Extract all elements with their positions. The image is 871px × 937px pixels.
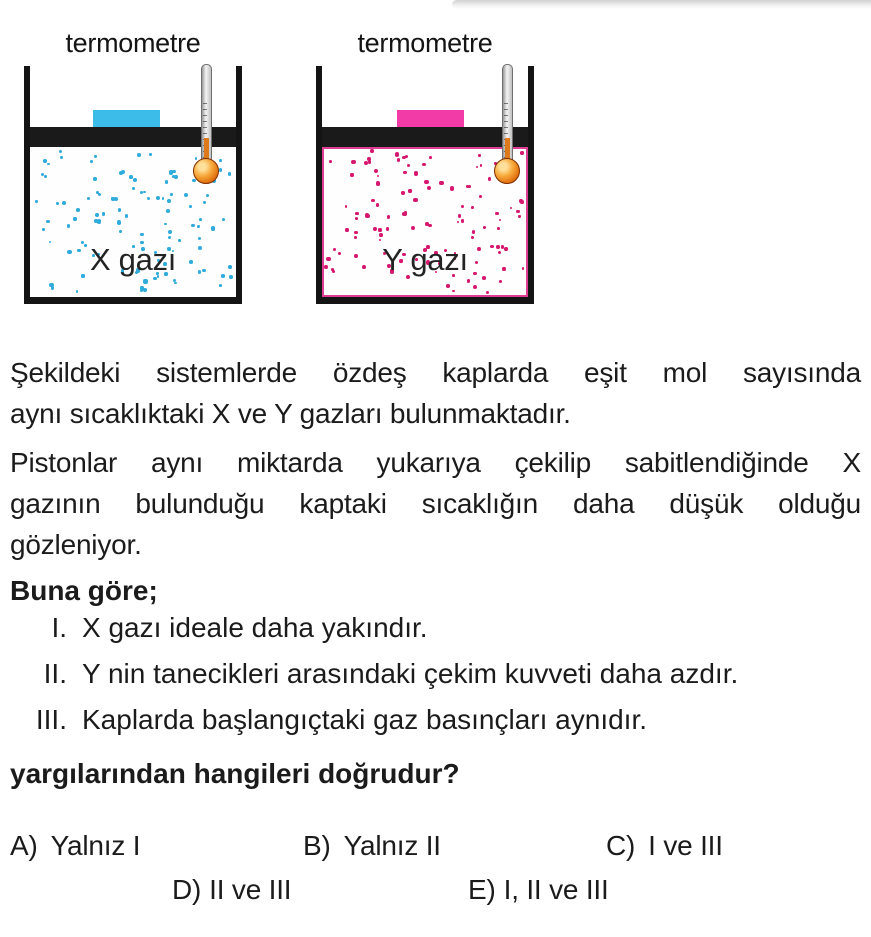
gas-particle [44,175,47,178]
gas-particle [121,170,125,174]
gas-particle [520,200,524,204]
thermometer-bulb-icon [193,158,219,184]
gas-particle [169,170,173,174]
question-paragraph-1 [10,352,861,434]
option-text: I ve III [648,830,723,861]
lead-in-text: Buna göre; [10,575,158,606]
gas-particle [76,208,80,212]
gas-particle [429,156,432,159]
gas-particle [67,224,71,228]
gas-particle [403,171,407,175]
gas-particle [98,193,101,196]
gas-particle [195,157,198,160]
gas-particle [140,233,144,237]
gas-particle [411,226,415,230]
option-text: II ve III [209,874,292,905]
gas-particle [427,186,431,190]
gas-particle [345,205,348,208]
gas-particle [450,186,454,190]
apparatus-x [24,28,242,304]
gas-particle [467,279,470,282]
gas-particle [219,284,222,287]
gas-label-y: Y gazı [382,242,468,277]
gas-particle [497,227,500,230]
vessel-wall [316,297,534,304]
gas-particle [354,231,358,235]
gas-particle [408,189,411,192]
gas-particle [117,220,121,224]
gas-particle [510,207,513,210]
question-line: aynı sıcaklıktaki X ve Y gazları bulunmaktadır. [10,398,571,429]
gas-particle [95,213,99,217]
gas-particle [94,155,97,158]
option-label: C) [606,830,636,861]
gas-particle [379,233,383,237]
gas-particle [452,290,455,293]
gas-particle [42,228,45,231]
gas-particle [228,172,232,176]
gas-particle [446,284,450,288]
gas-particle [102,212,106,216]
gas-particle [111,197,114,200]
option-label: A) [10,830,38,861]
gas-label-x: X gazı [89,242,177,277]
gas-particle [133,178,137,182]
gas-particle [473,285,477,289]
vessel-wall [528,66,534,304]
gas-particle [472,230,476,234]
gas-particle [114,197,118,201]
gas-particle [355,212,358,215]
statement-numeral: II. [43,658,67,689]
gas-particle [377,175,380,178]
gas-particle [476,166,479,169]
gas-particle [62,201,66,205]
gas-particle [90,160,93,163]
gas-particle [370,149,374,153]
gas-particle [374,169,378,173]
gas-particle [56,202,59,205]
option-e[interactable] [468,874,609,906]
gas-particle [165,180,168,183]
gas-particle [364,161,368,165]
vessel-wall [24,66,30,304]
statement-text: Y nin tanecikleri arasındaki çekim kuvveti daha azdır. [82,658,739,689]
gas-particle [166,209,170,213]
gas-particle [414,171,418,175]
statement-list [10,612,861,750]
gas-particle [76,290,79,293]
vessel-wall [236,66,242,304]
vessel-wall [24,297,242,304]
gas-particle [387,215,391,219]
gas-particle [424,180,428,184]
gas-particle [461,219,464,222]
gas-particle [51,286,55,290]
statement-text: Kaplarda başlangıçtaki gaz basınçları aynıdır. [82,704,648,735]
gas-particle [461,205,464,208]
apparatus-y [316,28,534,304]
gas-particle [378,228,381,231]
gas-particle [376,181,380,185]
option-text: Yalnız I [50,830,141,861]
gas-particle [365,213,369,217]
option-text: I, II ve III [503,874,609,905]
statement-numeral: I. [51,612,67,643]
gas-particle [87,197,90,200]
option-label: D) [172,874,202,905]
gas-particle [149,153,152,156]
gas-particle [488,177,492,181]
gas-particle [93,177,97,181]
thermometer-label-y: termometre [357,28,493,58]
gas-particle [140,286,144,290]
gas-particle [59,150,62,153]
gas-particle [351,160,355,164]
gas-particle [478,154,481,157]
statement-text: X gazı ideale daha yakındır. [82,612,428,643]
gas-particle [219,168,222,171]
gas-particle [118,208,121,211]
gas-particle [129,175,133,179]
gas-particle [439,181,443,185]
gas-particle [422,163,425,166]
thermometer-bulb-icon [494,158,520,184]
gas-particle [395,152,399,156]
statement-numeral: III. [35,704,67,735]
gas-particle [189,205,192,208]
gas-particle [518,215,521,218]
gas-particle [206,194,209,197]
gas-particle [184,193,188,197]
gas-particle [162,197,165,200]
gas-particle [132,187,135,190]
statement-item-3 [10,704,861,750]
option-label: E) [468,874,496,905]
question-line: Pistonlar aynı miktarda yukarıya çekilip sabitlendiğinde X [10,447,861,478]
gas-particle [73,217,77,221]
gas-particle [164,223,167,226]
gas-particle [125,214,128,217]
gas-particle [199,218,202,221]
gas-particle [520,151,524,155]
gas-particle [219,159,222,162]
gas-particle [170,194,173,197]
piston-handle-y [397,110,464,127]
gas-particle [60,156,63,159]
gas-particle [499,280,502,283]
gas-particle [373,227,377,231]
gas-particle [174,175,178,179]
gas-particle [428,224,431,227]
gas-particle [94,219,98,223]
statement-item-2 [10,658,861,704]
gas-particle [480,164,483,167]
gas-particle [499,219,502,222]
gas-particle [222,218,225,221]
question-line: Şekildeki sistemlerde özdeş kaplarda eşit mol sayısında [10,357,861,388]
vessel-y [316,66,534,304]
vessel-wall [316,66,322,304]
gas-particle [119,230,122,233]
gas-particle [516,210,519,213]
thermometer-label-x: termometre [65,28,201,58]
gas-particle [211,226,215,230]
piston-handle-x [93,110,160,127]
gas-particle [458,214,462,218]
vessel-x [24,66,242,304]
gas-particle [401,191,405,195]
gas-particle [35,200,38,203]
gas-particle [43,159,47,163]
option-b[interactable] [303,830,441,862]
closing-question-text: yargılarından hangileri doğrudur? [10,758,460,789]
gas-particle [355,217,358,220]
gas-particle [198,237,202,241]
gas-particle [413,198,417,202]
gas-particle [143,279,147,283]
option-c[interactable] [606,830,723,862]
gas-particle [156,196,160,200]
gas-particle [495,212,499,216]
gas-particle [457,221,460,224]
gas-particle [143,191,146,194]
gas-particle [137,153,141,157]
gas-particle [471,236,474,239]
gas-particle [191,224,195,228]
gas-particle [376,203,379,206]
gas-particle [350,173,354,177]
gas-particle [168,236,172,240]
gas-particle [479,195,482,198]
gas-particle [397,158,401,162]
piston-y [321,127,529,147]
gas-particle [147,197,150,200]
gas-particle [371,199,375,203]
gas-particle [407,164,411,168]
gas-particle [197,225,200,228]
gas-particle [345,228,349,232]
option-a[interactable] [10,830,140,862]
option-d[interactable] [172,874,291,906]
gas-particle [167,199,171,203]
question-paragraph-2 [10,442,861,565]
gas-particle [329,160,332,163]
statement-item-1 [10,612,861,658]
gas-particle [47,163,50,166]
option-label: B) [303,830,331,861]
gas-particle [354,236,357,239]
gas-particle [168,230,172,234]
gas-particle [471,206,474,209]
question-line: gazının bulunduğu kaptaki sıcaklığın daha düşük olduğu [10,488,861,519]
gas-particle [405,155,409,159]
gas-particle [486,291,489,294]
gas-particle [379,239,382,242]
gas-particle [174,282,177,285]
gas-particle [203,201,206,204]
gas-particle [173,279,176,282]
gas-particle [483,226,486,229]
gas-particle [46,220,49,223]
gas-particle [386,227,390,231]
question-line: gözleniyor. [10,529,142,560]
scan-shadow [452,0,871,9]
option-text: Yalnız II [343,830,441,861]
